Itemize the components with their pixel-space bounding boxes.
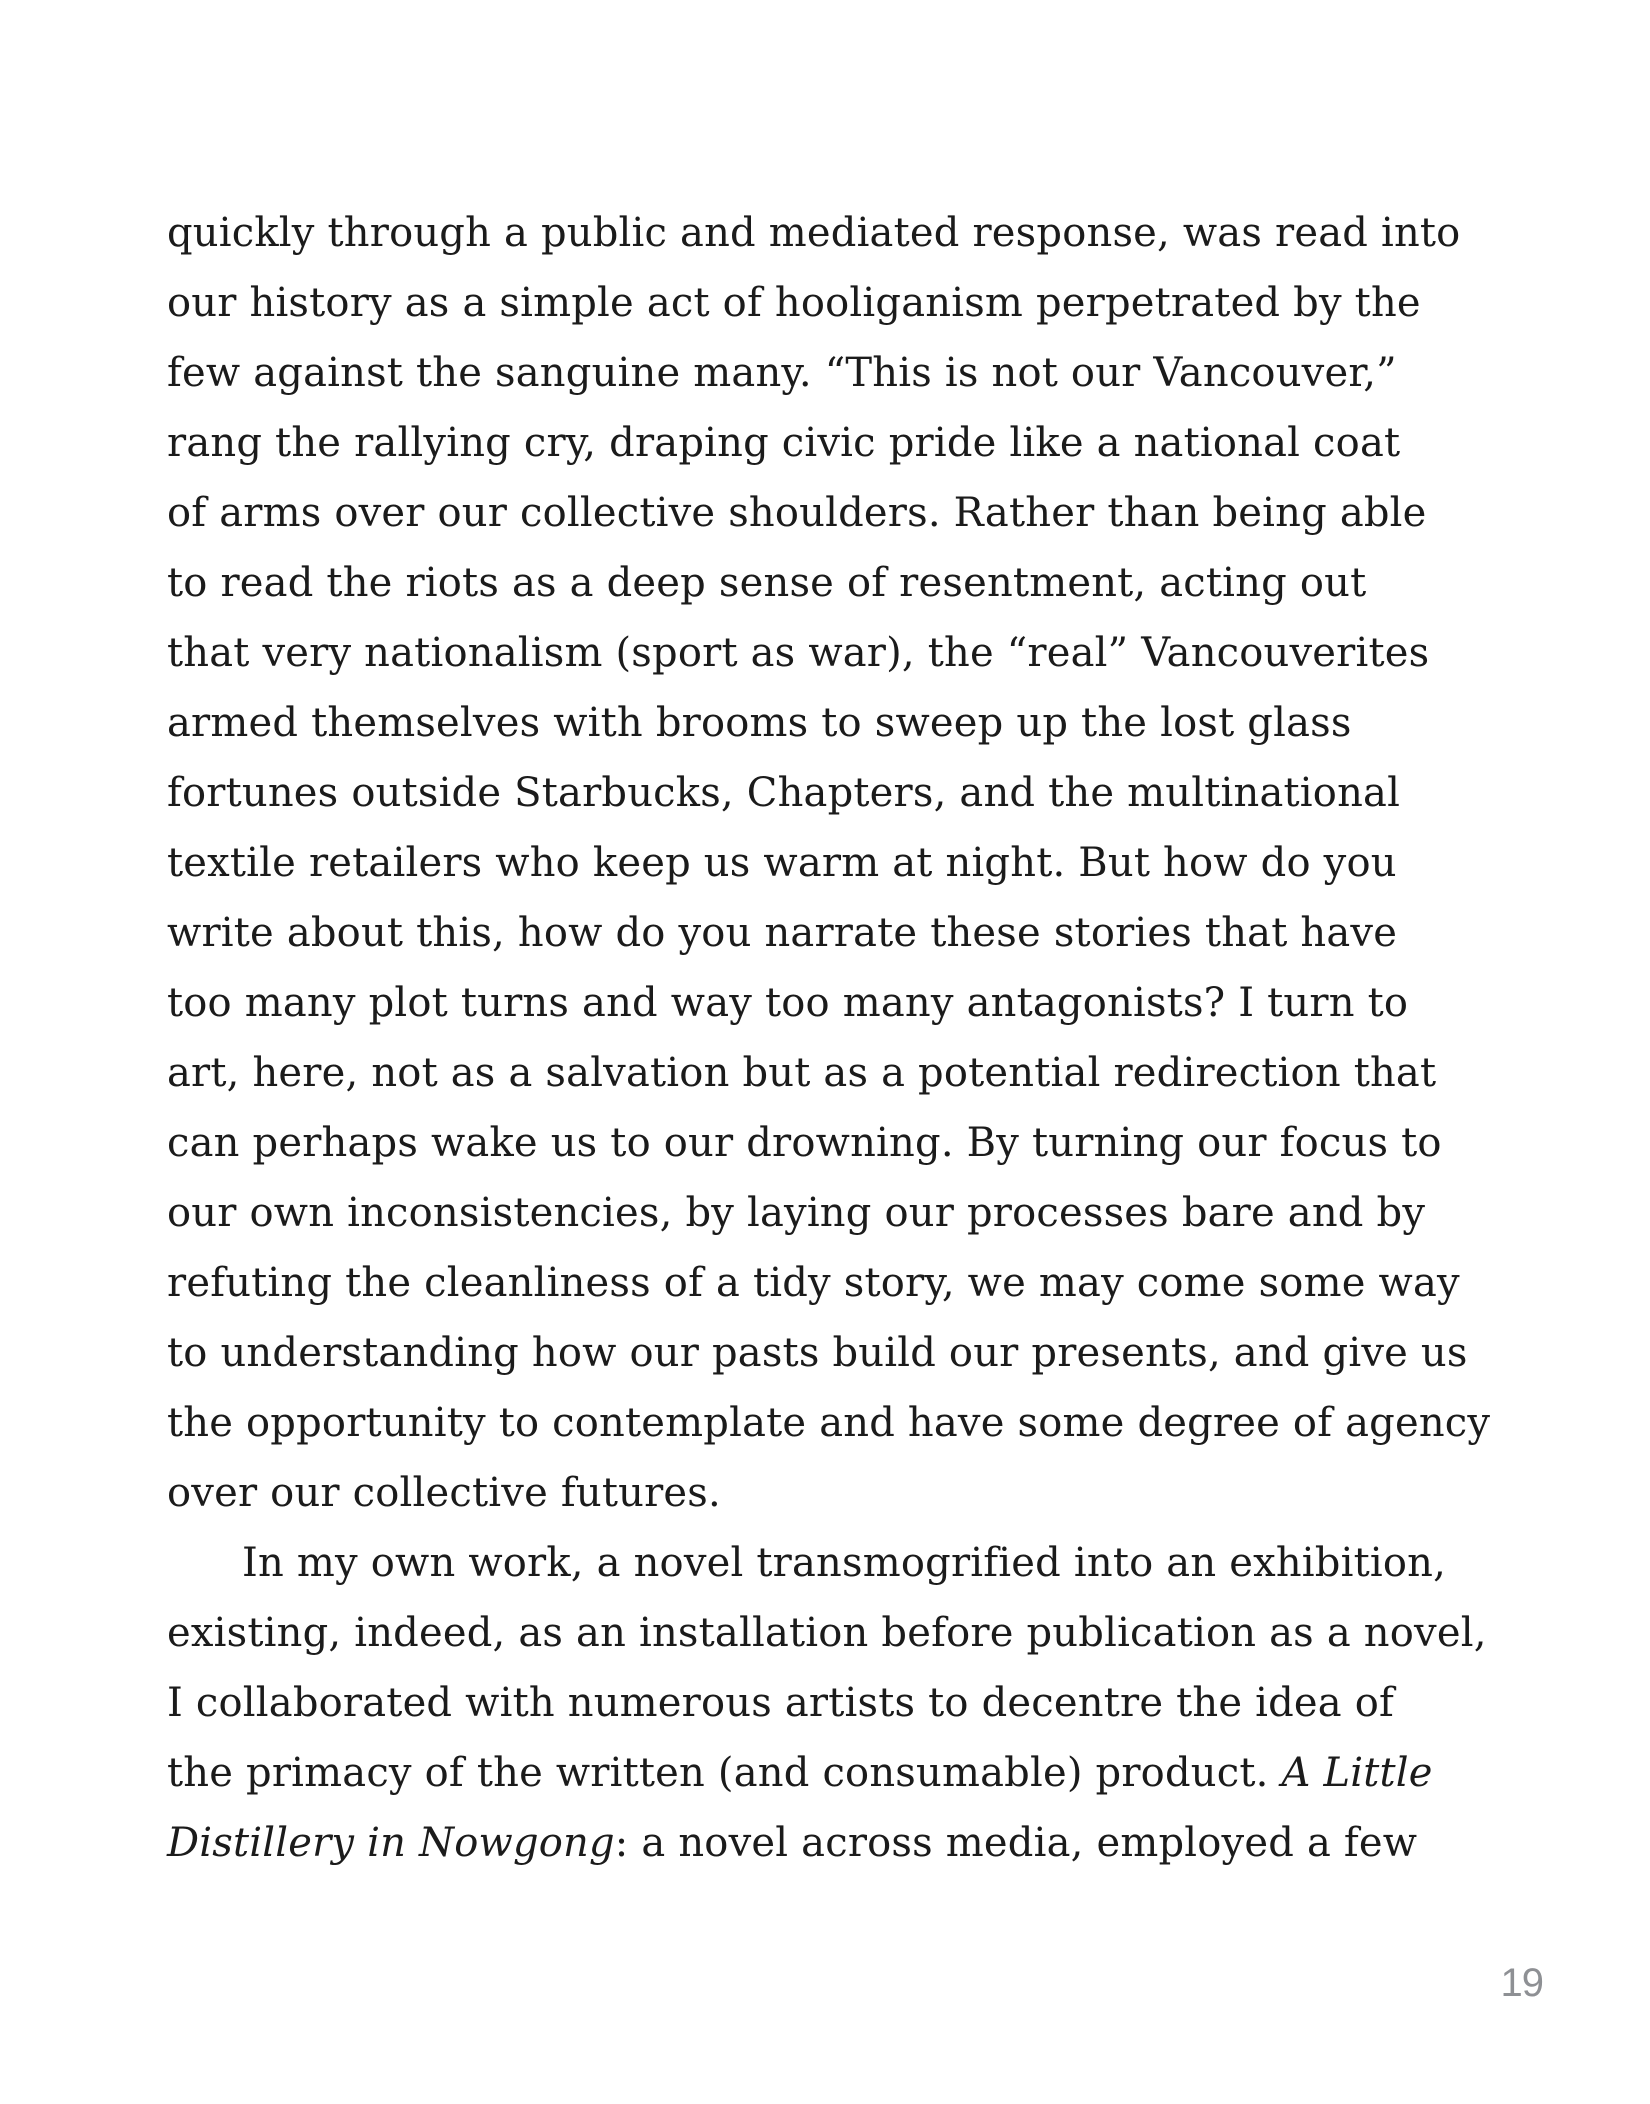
text-line	[167, 1808, 1482, 1878]
text-line: to read the riots as a deep sense of resentment, acting out	[167, 560, 1367, 606]
text-line: our own inconsistencies, by laying our processes bare and by	[167, 1190, 1426, 1236]
text-line: few against the sanguine many. “This is not our Vancouver,”	[167, 350, 1397, 396]
body-text	[167, 198, 1491, 1878]
text-line: I collaborated with numerous artists to decentre the idea of	[167, 1680, 1395, 1726]
text-line: that very nationalism (sport as war), the “real” Vancouverites	[167, 630, 1430, 676]
text-line: too many plot turns and way too many antagonists? I turn to	[167, 980, 1409, 1026]
text-line: quickly through a public and mediated response, was read into	[167, 210, 1461, 256]
text-line: our history as a simple act of hooliganism perpetrated by the	[167, 280, 1421, 326]
paragraph-1	[167, 198, 1491, 1528]
text-line: art, here, not as a salvation but as a potential redirection that	[167, 1050, 1437, 1096]
text-line: can perhaps wake us to our drowning. By turning our focus to	[167, 1120, 1442, 1166]
book-title-segment: A Little	[1281, 1750, 1433, 1796]
text-line: the opportunity to contemplate and have some degree of agency	[167, 1400, 1491, 1446]
paragraph-2	[167, 1528, 1487, 1878]
text-line: armed themselves with brooms to sweep up the lost glass	[167, 700, 1352, 746]
page-number: 19	[1500, 1961, 1543, 2005]
text-line: write about this, how do you narrate these stories that have	[167, 910, 1398, 956]
text-line: over our collective futures.	[167, 1470, 721, 1516]
book-title-segment: Distillery in Nowgong	[167, 1820, 615, 1866]
text-line	[167, 1738, 1482, 1808]
text-segment-roman: the primacy of the written (and consumable) product.	[167, 1750, 1282, 1796]
text-line: of arms over our collective shoulders. Rather than being able	[167, 490, 1427, 536]
text-line: In my own work, a novel transmogrified into an exhibition,	[242, 1540, 1447, 1586]
text-line: to understanding how our pasts build our presents, and give us	[167, 1330, 1468, 1376]
text-segment-roman: : a novel across media, employed a few	[614, 1820, 1418, 1866]
text-line: rang the rallying cry, draping civic pride like a national coat	[167, 420, 1401, 466]
text-line: existing, indeed, as an installation before publication as a novel,	[167, 1610, 1487, 1656]
text-line: textile retailers who keep us warm at night. But how do you	[167, 840, 1397, 886]
text-line: refuting the cleanliness of a tidy story, we may come some way	[167, 1260, 1460, 1306]
text-line: fortunes outside Starbucks, Chapters, and the multinational	[167, 770, 1401, 816]
